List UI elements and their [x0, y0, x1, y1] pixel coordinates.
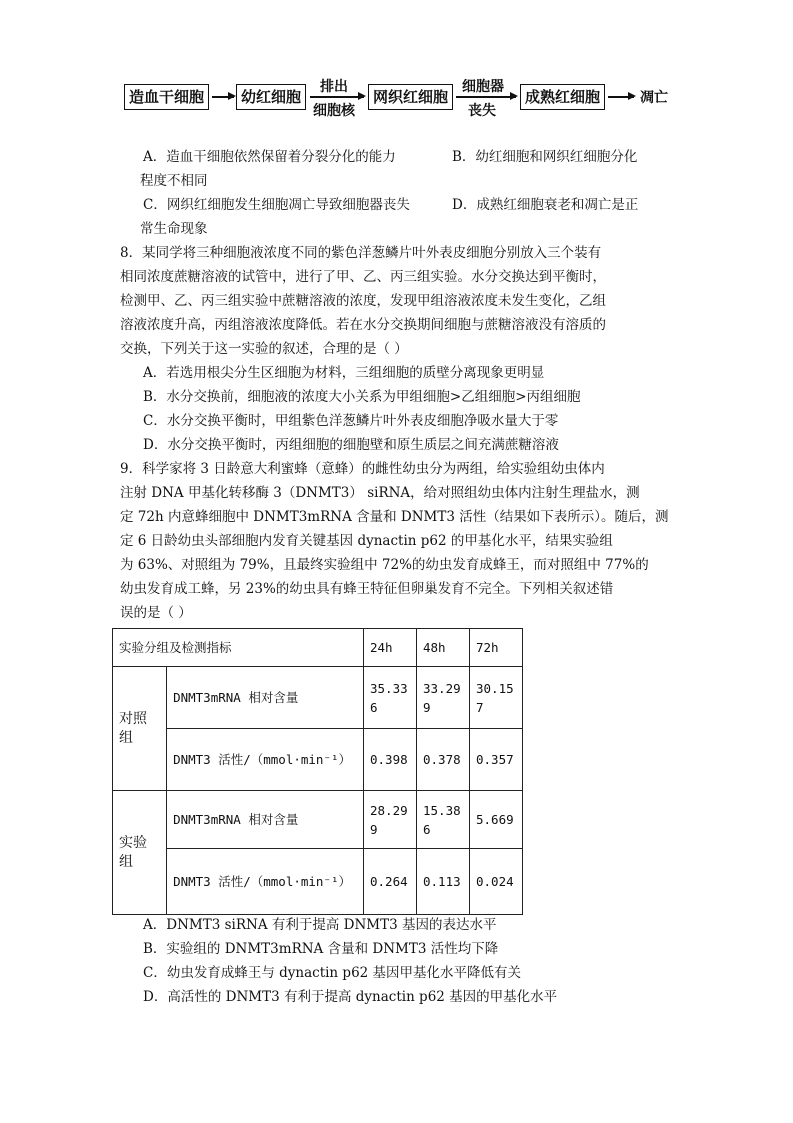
q8-option-d: D．水分交换平衡时，丙组细胞的细胞壁和原生质层之间充满蔗糖溶液	[143, 437, 559, 453]
dnmt3-results-table	[112, 628, 523, 915]
table-header-indicator: 实验分组及检测指标	[113, 629, 364, 667]
q7-option-b-cont: 程度不相同	[140, 173, 208, 189]
q7-option-a: A．造血干细胞依然保留着分裂分化的能力	[143, 149, 396, 165]
arrow-3-bottom-label: 丧失	[468, 103, 496, 119]
q8-option-a: A．若选用根尖分生区细胞为材料，三组细胞的质壁分离现象更明显	[143, 365, 545, 381]
row-label: DNMT3 活性/（mmol·min⁻¹）	[167, 849, 364, 915]
q8-stem-line-3: 检测甲、乙、丙三组实验中蔗糖溶液的浓度，发现甲组溶液浓度未发生变化，乙组	[120, 293, 606, 309]
table-cell: 0.398	[364, 729, 417, 791]
table-cell: 15.386	[417, 791, 470, 849]
q9-stem-line-1: 9．科学家将 3 日龄意大利蜜蜂（意蜂）的雌性幼虫分为两组，给实验组幼虫体内	[120, 461, 605, 477]
q8-stem-line-2: 相同浓度蔗糖溶液的试管中，进行了甲、乙、丙三组实验。水分交换达到平衡时，	[120, 269, 606, 285]
q9-stem-line-2: 注射 DNA 甲基化转移酶 3（DNMT3） siRNA，给对照组幼虫体内注射生理盐水，测	[120, 485, 640, 501]
q8-stem-line-4: 溶液浓度升高，丙组溶液浓度降低。若在水分交换期间细胞与蔗糖溶液没有溶质的	[120, 317, 606, 333]
table-cell: 0.357	[470, 729, 523, 791]
q7-option-d-cont: 常生命现象	[140, 221, 208, 237]
proerythroblast-box: 幼红细胞	[236, 84, 306, 110]
table-cell: 28.299	[364, 791, 417, 849]
q9-stem-line-3: 定 72h 内意蜂细胞中 DNMT3mRNA 含量和 DNMT3 活性（结果如下表所示）。随后，测	[120, 509, 669, 525]
hsc-box: 造血干细胞	[124, 84, 209, 110]
arrow-2-top-label: 排出	[320, 79, 348, 95]
arrow-3-top-label: 细胞器	[462, 79, 504, 95]
mature-rbc-box: 成熟红细胞	[520, 84, 605, 110]
arrow-4	[608, 96, 634, 98]
group-label-experimental: 实验组	[113, 791, 167, 915]
reticulocyte-box: 网织红细胞	[368, 84, 453, 110]
q9-option-b: B．实验组的 DNMT3mRNA 含量和 DNMT3 活性均下降	[143, 941, 499, 957]
q9-stem-line-5: 为 63%、对照组为 79%，且最终实验组中 72%的幼虫发育成蜂王，而对照组中 77%的	[120, 557, 649, 573]
row-label: DNMT3 活性/（mmol·min⁻¹）	[167, 729, 364, 791]
table-header-48h: 48h	[417, 629, 470, 667]
table-cell: 0.264	[364, 849, 417, 915]
table-cell: 5.669	[470, 791, 523, 849]
apoptosis-label: 凋亡	[640, 90, 668, 106]
table-row	[113, 849, 523, 915]
table-header-row	[113, 629, 523, 667]
table-header-72h: 72h	[470, 629, 523, 667]
table-header-24h: 24h	[364, 629, 417, 667]
q9-stem-line-4: 定 6 日龄幼虫头部细胞内发育关键基因 dynactin p62 的甲基化水平，结果实验组	[120, 533, 613, 549]
row-label: DNMT3mRNA 相对含量	[167, 791, 364, 849]
table-row	[113, 791, 523, 849]
q7-option-b: B．幼红细胞和网织红细胞分化	[452, 149, 638, 165]
table-row	[113, 729, 523, 791]
q8-stem-line-5: 交换，下列关于这一实验的叙述，合理的是（ ）	[120, 341, 408, 357]
q8-option-c: C．水分交换平衡时，甲组紫色洋葱鳞片叶外表皮细胞净吸水量大于零	[143, 413, 559, 429]
q8-option-b: B．水分交换前，细胞液的浓度大小关系为甲组细胞>乙组细胞>丙组细胞	[143, 389, 581, 405]
group-label-control: 对照组	[113, 667, 167, 791]
q7-option-d: D．成熟红细胞衰老和凋亡是正	[452, 197, 639, 213]
q8-stem-line-1: 8．某同学将三种细胞液浓度不同的紫色洋葱鳞片叶外表皮细胞分别放入三个装有	[120, 245, 602, 261]
table-cell: 30.157	[470, 667, 523, 729]
q9-option-a: A．DNMT3 siRNA 有利于提高 DNMT3 基因的表达水平	[143, 917, 497, 933]
arrow-1	[212, 96, 234, 98]
cell-differentiation-diagram	[124, 76, 684, 120]
table-cell: 35.336	[364, 667, 417, 729]
q9-stem-line-6: 幼虫发育成工蜂，另 23%的幼虫具有蜂王特征但卵巢发育不完全。下列相关叙述错	[120, 581, 614, 597]
row-label: DNMT3mRNA 相对含量	[167, 667, 364, 729]
table-cell: 33.299	[417, 667, 470, 729]
q7-option-c: C．网织红细胞发生细胞凋亡导致细胞器丧失	[143, 197, 410, 213]
arrow-2-bottom-label: 细胞核	[313, 103, 355, 119]
q9-option-d: D．高活性的 DNMT3 有利于提高 dynactin p62 基因的甲基化水平	[143, 989, 558, 1005]
table-cell: 0.113	[417, 849, 470, 915]
table-row	[113, 667, 523, 729]
arrow-3	[456, 96, 516, 98]
table-cell: 0.378	[417, 729, 470, 791]
q9-option-c: C．幼虫发育成蜂王与 dynactin p62 基因甲基化水平降低有关	[143, 965, 522, 981]
table-cell: 0.024	[470, 849, 523, 915]
arrow-2	[310, 96, 364, 98]
q9-stem-line-7: 误的是（ ）	[120, 605, 192, 621]
